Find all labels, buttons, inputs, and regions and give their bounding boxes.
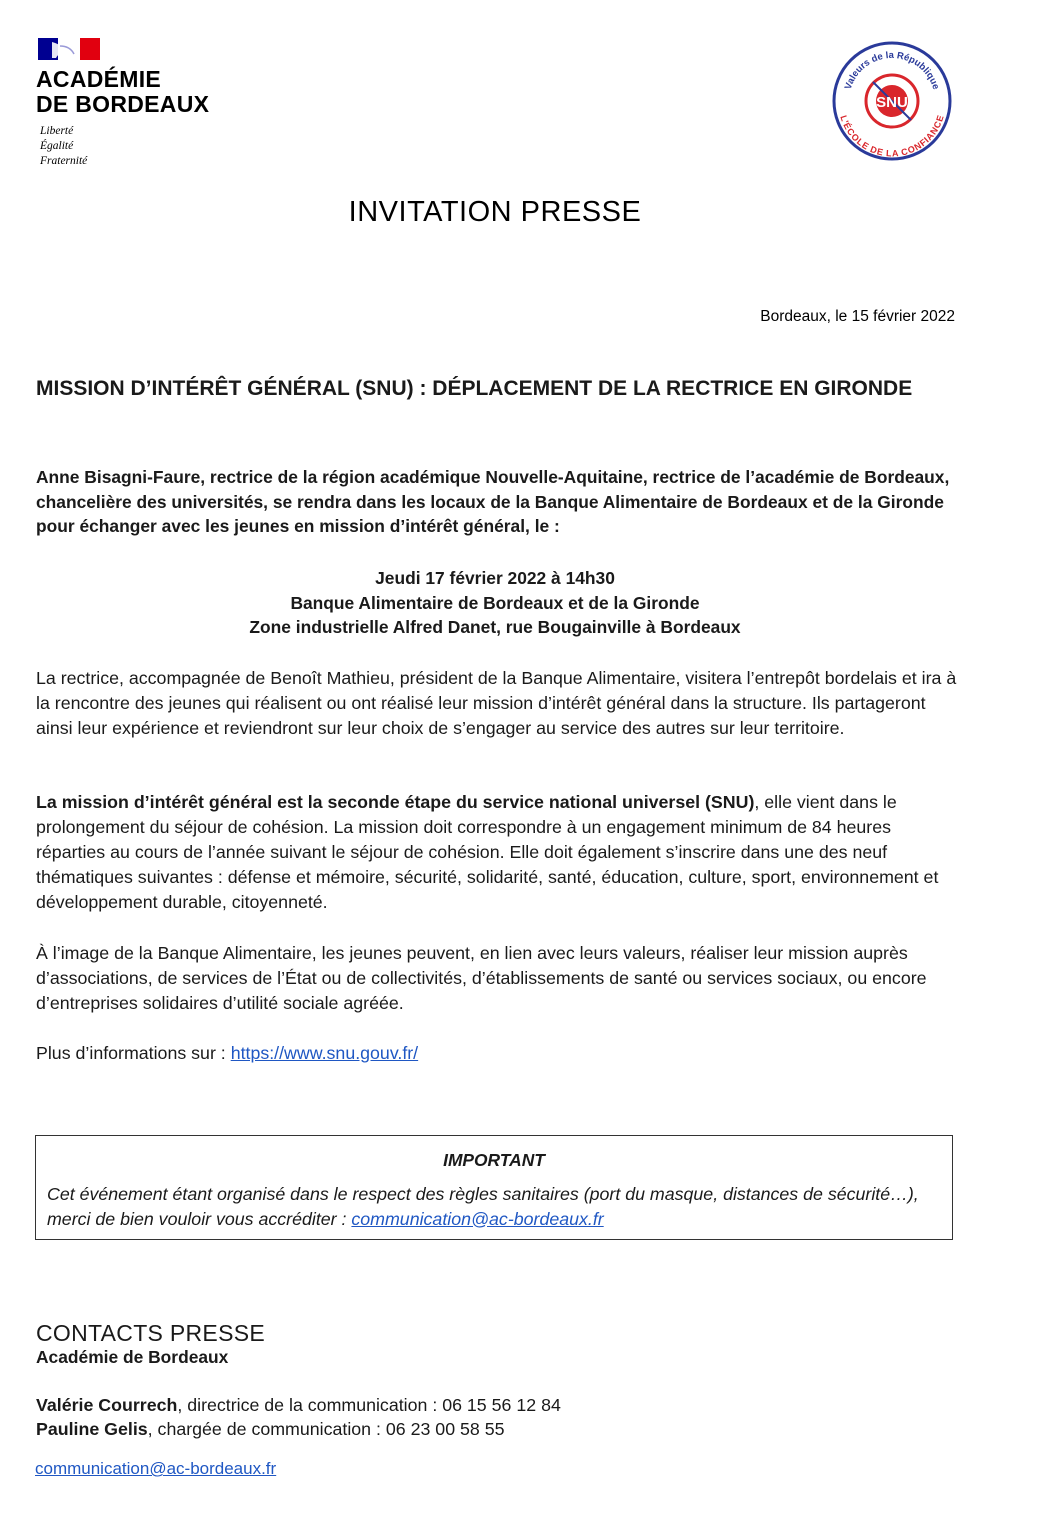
event-details — [0, 566, 990, 640]
more-info-label: Plus d’informations sur : — [36, 1043, 231, 1063]
contact-person — [36, 1417, 505, 1441]
motto-liberte: Liberté — [40, 125, 74, 137]
paragraph-mission-rest: , elle vient dans le prolongement du séjour de cohésion. La mission doit correspondre à un engagement minimum de 84 heures réparties au cours de l’année suivant le séjour de cohésion. Elle doit également s’inscrire dans une des neuf thématiques suivantes : défense et mémoire, sécurité, solidarité, santé, éducation, culture, sport, environnement et développement durable, citoyenneté. — [36, 792, 939, 912]
institution-line-1: ACADÉMIE — [36, 66, 162, 92]
contacts-organization: Académie de Bordeaux — [36, 1347, 229, 1367]
contact-person — [36, 1393, 561, 1417]
contact-name: Valérie Courrech — [36, 1395, 178, 1415]
event-address: Zone industrielle Alfred Danet, rue Bougainville à Bordeaux — [249, 617, 741, 637]
press-heading: MISSION D’INTÉRÊT GÉNÉRAL (SNU) : DÉPLACEMENT DE LA RECTRICE EN GIRONDE — [36, 377, 913, 400]
seal-top-text: Valeurs de la République — [842, 49, 942, 91]
contact-role: , directrice de la communication : 06 15 56 12 84 — [177, 1395, 561, 1415]
more-info-line — [36, 1041, 961, 1066]
paragraph-example: À l’image de la Banque Alimentaire, les jeunes peuvent, en lien avec leurs valeurs, réaliser leur mission auprès d’associations, de services de l’État ou de collectivités, d’établissements de santé ou services sociaux, ou encore d’entreprises solidaires d’utilité sociale agréée. — [36, 943, 927, 1013]
republic-motto — [40, 124, 87, 169]
paragraph-mission-bold: La mission d’intérêt général est la seconde étape du service national universel (SNU) — [36, 792, 755, 812]
paragraph-mission — [36, 790, 961, 915]
accreditation-email-link[interactable]: communication@ac-bordeaux.fr — [351, 1208, 604, 1229]
republic-flag-logo — [38, 38, 100, 60]
institution-line-2: DE BORDEAUX — [36, 91, 210, 117]
snu-seal-logo — [831, 40, 953, 162]
dateline: Bordeaux, le 15 février 2022 — [760, 308, 955, 325]
important-body: Cet événement étant organisé dans le respect des règles sanitaires (port du masque, distances de sécurité…), merci de bien vouloir vous accréditer : — [47, 1184, 919, 1229]
event-date: Jeudi 17 février 2022 à 14h30 — [375, 568, 615, 588]
motto-fraternite: Fraternité — [40, 155, 88, 167]
snu-website-link[interactable]: https://www.snu.gouv.fr/ — [230, 1043, 419, 1063]
paragraph-visit: La rectrice, accompagnée de Benoît Mathieu, président de la Banque Alimentaire, visitera l’entrepôt bordelais et ira à la rencontre des jeunes qui réalisent ou ont réalisé leur mission d’intérêt général dans la structure. Ils partageront ainsi leur expérience et reviendront sur leur choix de s’engager au service des autres sur leur territoire. — [36, 668, 957, 738]
contact-role: , chargée de communication : 06 23 00 58 55 — [147, 1419, 505, 1439]
institution-name — [36, 67, 209, 117]
important-notice-box — [35, 1135, 953, 1240]
contact-name: Pauline Gelis — [36, 1419, 148, 1439]
event-venue: Banque Alimentaire de Bordeaux et de la Gironde — [290, 592, 700, 613]
important-text — [47, 1182, 934, 1231]
lead-paragraph: Anne Bisagni-Faure, rectrice de la région académique Nouvelle-Aquitaine, rectrice de l’académie de Bordeaux, chancelière des universités, se rendra dans les locaux de la Banque Alimentaire de Bordeaux et de la Gironde pour échanger avec les jeunes en mission d’intérêt général, le : — [36, 467, 950, 536]
motto-egalite: Égalité — [40, 140, 74, 152]
seal-bottom-text: L'ÉCOLE DE LA CONFIANCE — [838, 114, 946, 159]
contacts-title: CONTACTS PRESSE — [36, 1320, 265, 1346]
document-title: INVITATION PRESSE — [348, 196, 642, 228]
important-title: IMPORTANT — [443, 1150, 545, 1170]
contacts-email-link[interactable]: communication@ac-bordeaux.fr — [35, 1459, 277, 1478]
seal-badge-text: SNU — [876, 94, 908, 111]
